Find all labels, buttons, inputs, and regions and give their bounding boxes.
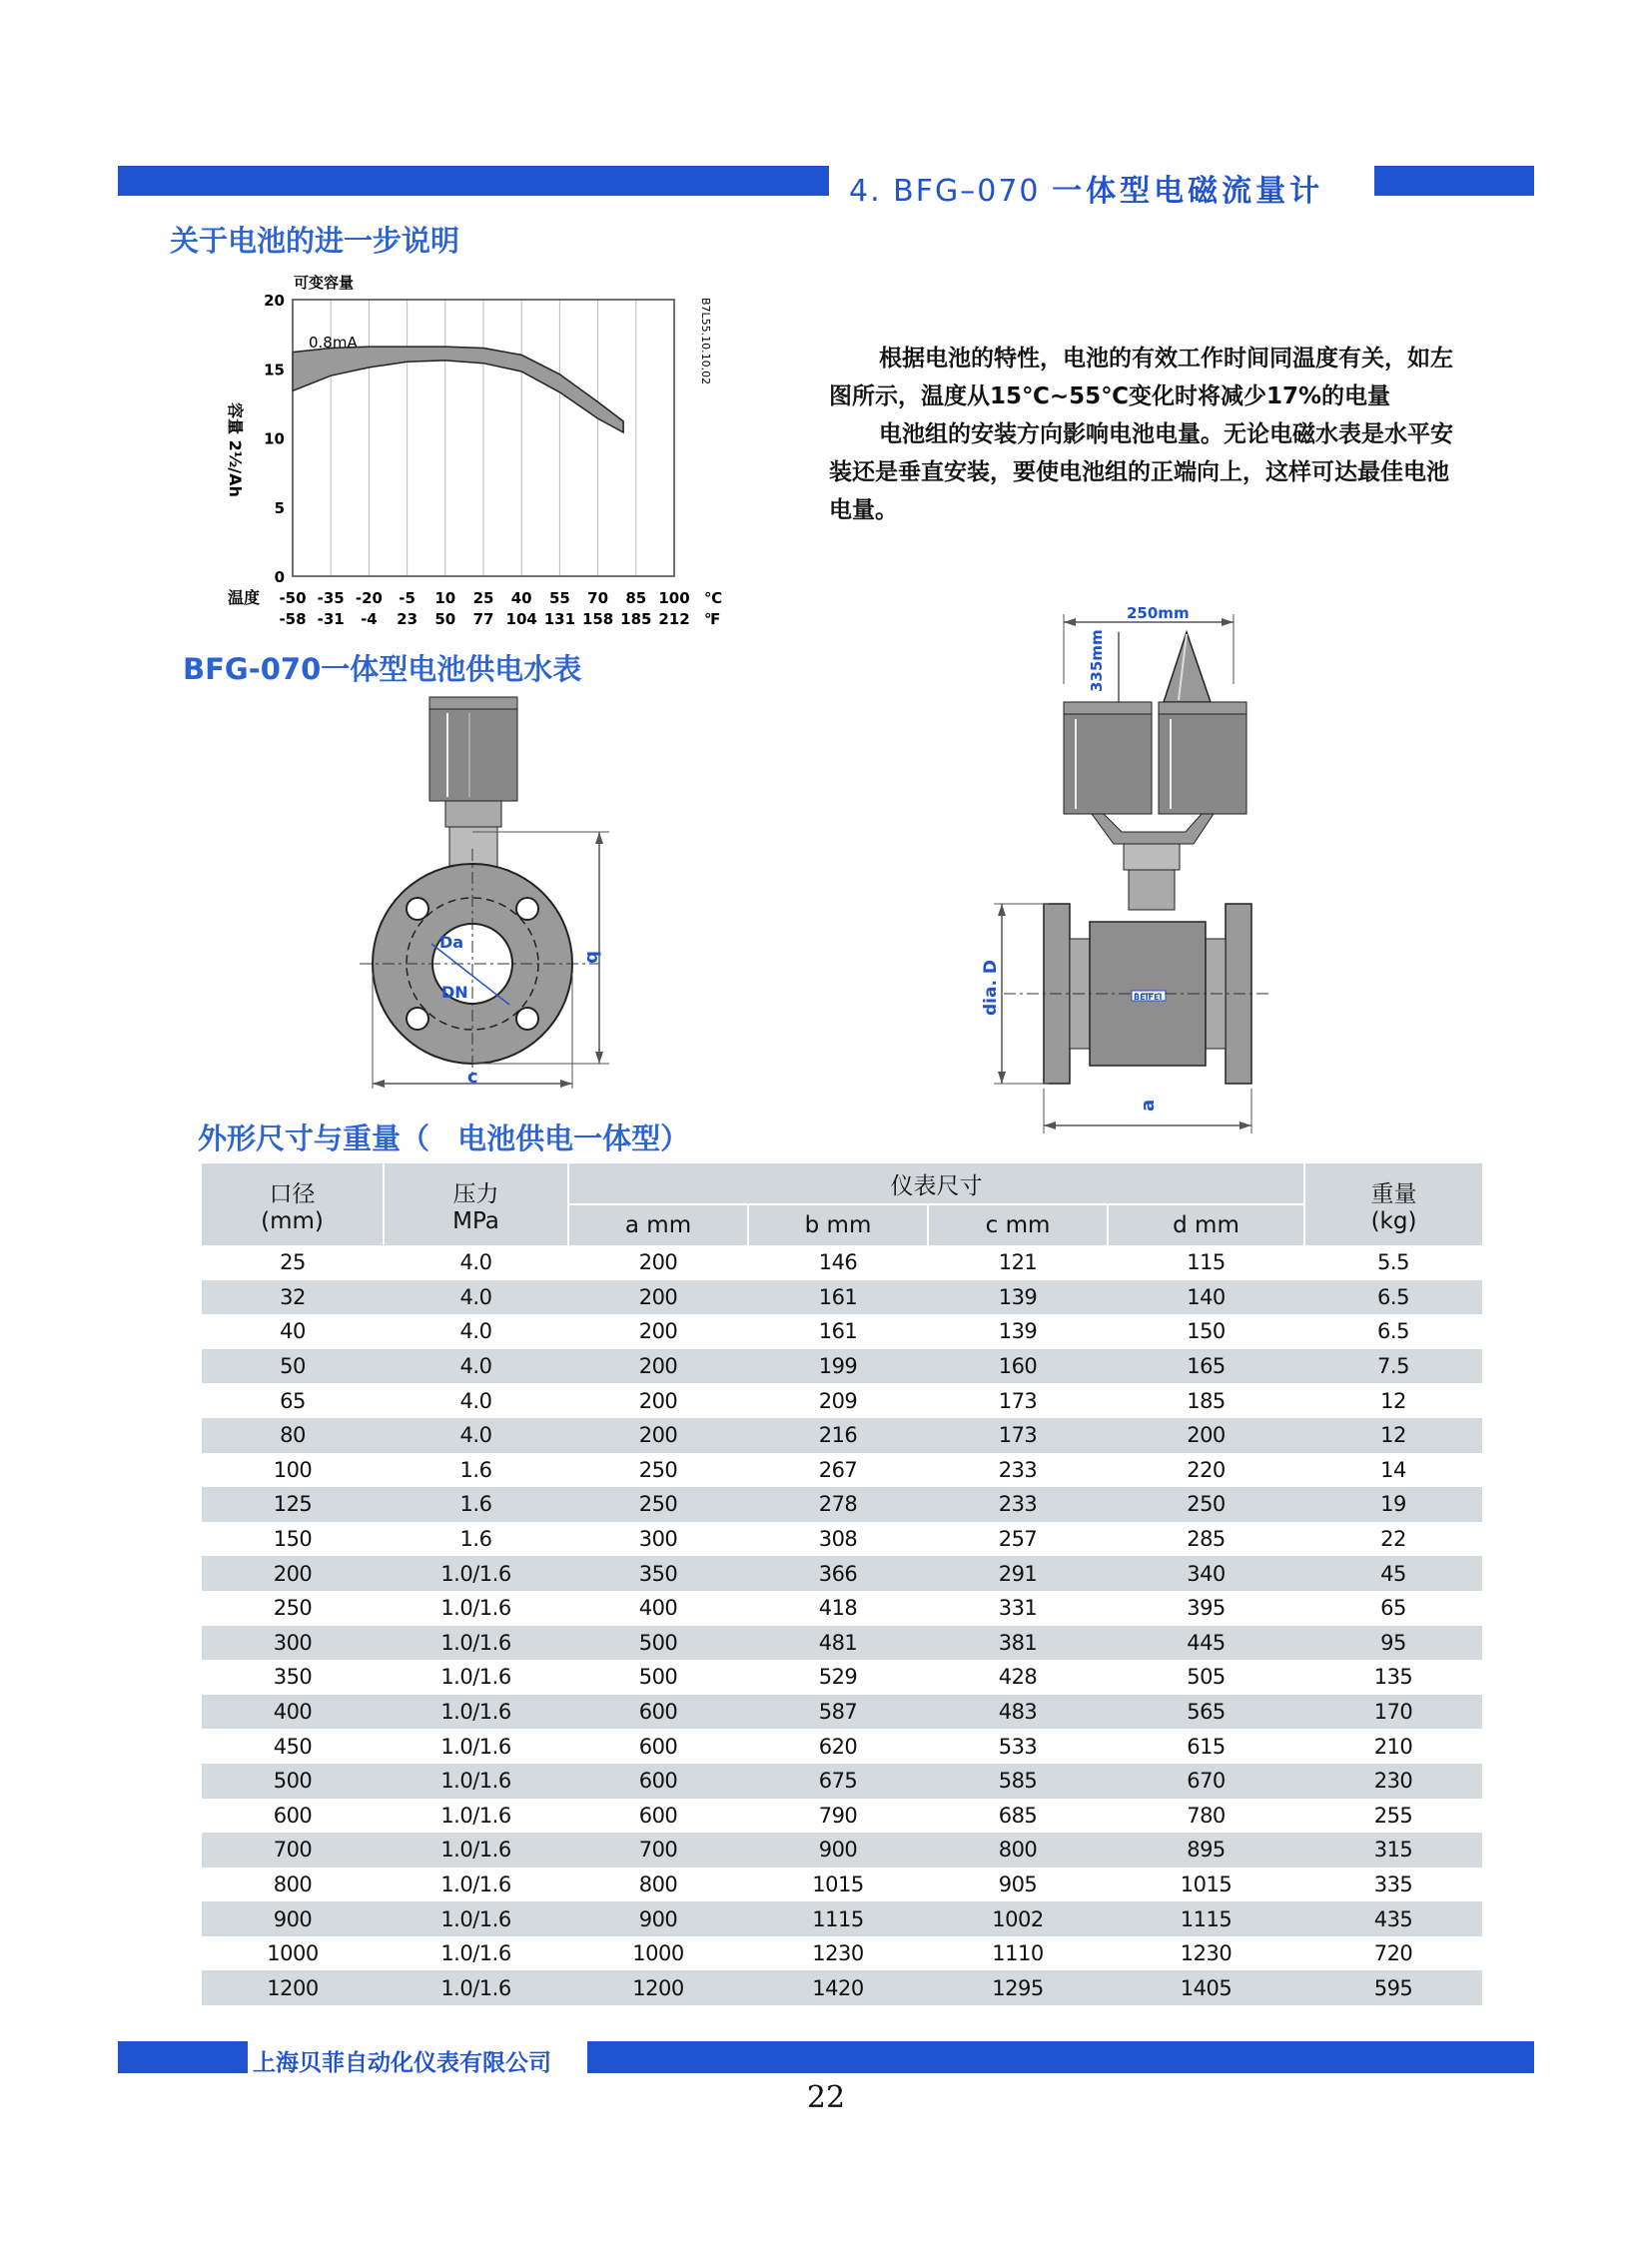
- chart-unit-fahrenheit: ℉: [704, 610, 721, 627]
- table-cell: 285: [1108, 1522, 1304, 1557]
- footer-company: 上海贝菲自动化仪表有限公司: [253, 2050, 551, 2076]
- label-dia: dia. D: [981, 960, 1001, 1016]
- table-cell: 257: [928, 1522, 1108, 1557]
- table-cell: 900: [568, 1901, 748, 1936]
- header-bar-left: [118, 166, 829, 196]
- table-cell: 6.5: [1304, 1314, 1482, 1349]
- table-cell: 200: [568, 1280, 748, 1315]
- header-b: b mm: [748, 1204, 928, 1245]
- table-cell: 250: [1108, 1487, 1304, 1522]
- table-cell: 1.6: [384, 1453, 568, 1488]
- label-height: 335mm: [1088, 629, 1106, 692]
- table-cell: 210: [1304, 1729, 1482, 1764]
- table-cell: 1000: [202, 1936, 384, 1971]
- table-cell: 600: [568, 1729, 748, 1764]
- label-width: 250mm: [1127, 604, 1190, 622]
- table-cell: 500: [568, 1660, 748, 1695]
- table-cell: 200: [568, 1314, 748, 1349]
- table-cell: 4.0: [384, 1418, 568, 1453]
- table-cell: 95: [1304, 1626, 1482, 1661]
- table-cell: 435: [1304, 1901, 1482, 1936]
- table-row: [202, 1487, 1482, 1522]
- table-cell: 250: [568, 1453, 748, 1488]
- label-b: b: [582, 951, 603, 964]
- page-number: 22: [806, 2080, 846, 2115]
- table-cell: 1405: [1108, 1970, 1304, 2005]
- table-cell: 209: [748, 1383, 928, 1418]
- chart-x-ticks-celsius: [279, 589, 689, 607]
- table-cell: 146: [748, 1245, 928, 1280]
- table-cell: 1002: [928, 1901, 1108, 1936]
- table-cell: 45: [1304, 1556, 1482, 1591]
- table-cell: 529: [748, 1660, 928, 1695]
- table-cell: 595: [1304, 1970, 1482, 2005]
- table-cell: 615: [1108, 1729, 1304, 1764]
- table-cell: 620: [748, 1729, 928, 1764]
- table-cell: 200: [568, 1383, 748, 1418]
- header-number: 4.: [849, 174, 882, 209]
- chart-y-label: 容量 2½/Ah: [226, 402, 245, 497]
- table-cell: 250: [568, 1487, 748, 1522]
- label-dn: DN: [441, 983, 468, 1002]
- table-cell: 905: [928, 1868, 1108, 1902]
- table-cell: 800: [568, 1868, 748, 1902]
- chart-x-tick-fahrenheit: 50: [434, 610, 456, 627]
- table-row: [202, 1349, 1482, 1384]
- table-cell: 1.0/1.6: [384, 1626, 568, 1661]
- table-row: [202, 1453, 1482, 1488]
- chart-x-tick-celsius: 10: [434, 589, 456, 607]
- chart-series-label: 0.8mA: [309, 334, 358, 352]
- table-row: [202, 1695, 1482, 1730]
- table-cell: 1.0/1.6: [384, 1660, 568, 1695]
- table-cell: 139: [928, 1314, 1108, 1349]
- footer-bar-left: [118, 2041, 248, 2073]
- table-cell: 115: [1108, 1245, 1304, 1280]
- table-cell: 1420: [748, 1970, 928, 2005]
- chart-x-tick-celsius: 40: [510, 589, 532, 607]
- table-cell: 4.0: [384, 1314, 568, 1349]
- dimensions-heading-left: 外形尺寸与重量（: [198, 1121, 430, 1155]
- table-cell: 200: [202, 1556, 384, 1591]
- chart-x-tick-celsius: 100: [658, 589, 690, 607]
- chart-x-tick-fahrenheit: 158: [581, 610, 614, 627]
- table-cell: 216: [748, 1418, 928, 1453]
- table-cell: 5.5: [1304, 1245, 1482, 1280]
- table-cell: 895: [1108, 1833, 1304, 1868]
- chart-x-tick-fahrenheit: -31: [317, 610, 345, 627]
- table-cell: 220: [1108, 1453, 1304, 1488]
- table-row: [202, 1936, 1482, 1971]
- header-weight: 重量 (kg): [1304, 1163, 1482, 1245]
- footer-bar-right: [587, 2041, 1534, 2073]
- meter-side-view-drawing: [974, 604, 1273, 1143]
- table-cell: 200: [1108, 1418, 1304, 1453]
- header-model: BFG–070: [893, 174, 1041, 209]
- chart-y-tick-label: 15: [264, 361, 285, 379]
- table-cell: 4.0: [384, 1349, 568, 1384]
- table-cell: 6.5: [1304, 1280, 1482, 1315]
- table-cell: 1.0/1.6: [384, 1833, 568, 1868]
- table-row: [202, 1591, 1482, 1626]
- table-cell: 255: [1304, 1799, 1482, 1834]
- table-cell: 14: [1304, 1453, 1482, 1488]
- table-cell: 481: [748, 1626, 928, 1661]
- table-cell: 19: [1304, 1487, 1482, 1522]
- header-title: [849, 166, 1323, 210]
- table-cell: 1115: [1108, 1901, 1304, 1936]
- chart-x-tick-celsius: 55: [548, 589, 570, 607]
- table-cell: 366: [748, 1556, 928, 1591]
- table-cell: 335: [1304, 1868, 1482, 1902]
- header-c: c mm: [928, 1204, 1108, 1245]
- table-cell: 1.0/1.6: [384, 1556, 568, 1591]
- table-cell: 185: [1108, 1383, 1304, 1418]
- table-cell: 150: [1108, 1314, 1304, 1349]
- table-cell: 585: [928, 1764, 1108, 1799]
- chart-x-ticks-fahrenheit: [279, 610, 689, 627]
- table-cell: 267: [748, 1453, 928, 1488]
- table-row: [202, 1383, 1482, 1418]
- table-cell: 32: [202, 1280, 384, 1315]
- table-cell: 308: [748, 1522, 928, 1557]
- table-cell: 80: [202, 1418, 384, 1453]
- table-row: [202, 1833, 1482, 1868]
- table-row: [202, 1314, 1482, 1349]
- table-cell: 100: [202, 1453, 384, 1488]
- header-a: a mm: [568, 1204, 748, 1245]
- table-cell: 300: [202, 1626, 384, 1661]
- meter-section-heading: BFG-070一体型电池供电水表: [183, 652, 582, 686]
- dimensions-heading: [198, 1117, 689, 1157]
- table-cell: 1.0/1.6: [384, 1591, 568, 1626]
- table-cell: 125: [202, 1487, 384, 1522]
- table-cell: 1.0/1.6: [384, 1970, 568, 2005]
- header-diameter: 口径 (mm): [202, 1163, 384, 1245]
- table-cell: 40: [202, 1314, 384, 1349]
- table-cell: 12: [1304, 1383, 1482, 1418]
- table-cell: 150: [202, 1522, 384, 1557]
- table-cell: 165: [1108, 1349, 1304, 1384]
- table-cell: 1.0/1.6: [384, 1868, 568, 1902]
- table-cell: 140: [1108, 1280, 1304, 1315]
- chart-x-tick-fahrenheit: -4: [361, 610, 378, 627]
- table-cell: 4.0: [384, 1245, 568, 1280]
- chart-y-tick-label: 10: [264, 429, 285, 448]
- table-cell: 1200: [568, 1970, 748, 2005]
- table-cell: 4.0: [384, 1280, 568, 1315]
- table-cell: 121: [928, 1245, 1108, 1280]
- table-cell: 790: [748, 1799, 928, 1834]
- table-cell: 445: [1108, 1626, 1304, 1661]
- chart-x-tick-celsius: 70: [587, 589, 609, 607]
- table-cell: 233: [928, 1487, 1108, 1522]
- table-cell: 533: [928, 1729, 1108, 1764]
- table-cell: 1.0/1.6: [384, 1729, 568, 1764]
- table-cell: 587: [748, 1695, 928, 1730]
- table-cell: 200: [568, 1418, 748, 1453]
- chart-x-tick-fahrenheit: 77: [472, 610, 494, 627]
- chart-x-tick-celsius: 25: [472, 589, 494, 607]
- table-cell: 1000: [568, 1936, 748, 1971]
- table-cell: 720: [1304, 1936, 1482, 1971]
- table-cell: 331: [928, 1591, 1108, 1626]
- table-cell: 200: [568, 1245, 748, 1280]
- table-cell: 139: [928, 1280, 1108, 1315]
- header-bar-right: [1374, 166, 1534, 196]
- table-cell: 170: [1304, 1695, 1482, 1730]
- dimensions-table-body: [202, 1245, 1482, 2005]
- meter-front-view-drawing: [360, 689, 659, 1099]
- chart-x-tick-fahrenheit: 212: [658, 610, 690, 627]
- table-row: [202, 1522, 1482, 1557]
- table-cell: 1.0/1.6: [384, 1695, 568, 1730]
- battery-paragraph-1: 根据电池的特性，电池的有效工作时间同温度有关，如左图所示，温度从15℃~55℃变化时将减少17%的电量: [829, 346, 1453, 409]
- chart-x-tick-fahrenheit: 131: [543, 610, 576, 627]
- table-cell: 230: [1304, 1764, 1482, 1799]
- label-c: c: [467, 1067, 478, 1088]
- battery-section-heading: 关于电池的进一步说明: [170, 224, 460, 258]
- table-cell: 900: [202, 1901, 384, 1936]
- table-cell: 12: [1304, 1418, 1482, 1453]
- table-cell: 1.6: [384, 1487, 568, 1522]
- header-d: d mm: [1108, 1204, 1304, 1245]
- table-cell: 350: [202, 1660, 384, 1695]
- table-row: [202, 1729, 1482, 1764]
- chart-capacity-band: [293, 347, 623, 432]
- table-cell: 22: [1304, 1522, 1482, 1557]
- chart-x-tick-celsius: -20: [355, 589, 383, 607]
- table-cell: 565: [1108, 1695, 1304, 1730]
- chart-x-tick-fahrenheit: 104: [505, 610, 537, 627]
- table-cell: 173: [928, 1418, 1108, 1453]
- table-cell: 700: [202, 1833, 384, 1868]
- table-cell: 600: [202, 1799, 384, 1834]
- table-cell: 233: [928, 1453, 1108, 1488]
- table-row: [202, 1556, 1482, 1591]
- table-cell: 675: [748, 1764, 928, 1799]
- table-cell: 900: [748, 1833, 928, 1868]
- chart-x-tick-fahrenheit: -58: [279, 610, 307, 627]
- table-cell: 395: [1108, 1591, 1304, 1626]
- table-cell: 1015: [748, 1868, 928, 1902]
- table-cell: 500: [568, 1626, 748, 1661]
- chart-title: 可变容量: [294, 274, 355, 292]
- chart-x-tick-celsius: -50: [279, 589, 307, 607]
- table-cell: 65: [1304, 1591, 1482, 1626]
- table-row: [202, 1280, 1482, 1315]
- header-pressure: 压力 MPa: [384, 1163, 568, 1245]
- chart-x-tick-fahrenheit: 23: [397, 610, 418, 627]
- table-cell: 291: [928, 1556, 1108, 1591]
- chart-x-tick-celsius: -35: [317, 589, 345, 607]
- table-cell: 1295: [928, 1970, 1108, 2005]
- table-cell: 50: [202, 1349, 384, 1384]
- table-cell: 800: [928, 1833, 1108, 1868]
- table-cell: 600: [568, 1764, 748, 1799]
- battery-paragraph-2: 电池组的安装方向影响电池电量。无论电磁水表是水平安装还是垂直安装，要使电池组的正端向上，这样可达最佳电池电量。: [829, 421, 1453, 523]
- table-cell: 428: [928, 1660, 1108, 1695]
- table-row: [202, 1764, 1482, 1799]
- table-cell: 4.0: [384, 1383, 568, 1418]
- table-cell: 7.5: [1304, 1349, 1482, 1384]
- table-cell: 505: [1108, 1660, 1304, 1695]
- table-row: [202, 1901, 1482, 1936]
- table-cell: 1200: [202, 1970, 384, 2005]
- battery-capacity-chart: [168, 268, 727, 627]
- table-cell: 1.6: [384, 1522, 568, 1557]
- table-row: [202, 1245, 1482, 1280]
- nameplate-label: BEIFEI: [1134, 993, 1163, 1002]
- table-cell: 250: [202, 1591, 384, 1626]
- chart-x-tick-fahrenheit: 185: [620, 610, 652, 627]
- chart-y-tick-label: 5: [274, 498, 285, 517]
- table-row: [202, 1626, 1482, 1661]
- table-cell: 1.0/1.6: [384, 1901, 568, 1936]
- chart-x-label: 温度: [228, 588, 261, 607]
- table-cell: 135: [1304, 1660, 1482, 1695]
- table-cell: 685: [928, 1799, 1108, 1834]
- table-cell: 161: [748, 1314, 928, 1349]
- table-cell: 600: [568, 1799, 748, 1834]
- table-cell: 400: [202, 1695, 384, 1730]
- table-row: [202, 1660, 1482, 1695]
- table-cell: 1115: [748, 1901, 928, 1936]
- table-cell: 278: [748, 1487, 928, 1522]
- table-cell: 1.0/1.6: [384, 1764, 568, 1799]
- table-cell: 350: [568, 1556, 748, 1591]
- table-cell: 483: [928, 1695, 1108, 1730]
- table-row: [202, 1868, 1482, 1902]
- table-row: [202, 1799, 1482, 1834]
- chart-y-ticks: [264, 292, 285, 586]
- table-cell: 25: [202, 1245, 384, 1280]
- table-cell: 173: [928, 1383, 1108, 1418]
- chart-x-tick-celsius: -5: [399, 589, 415, 607]
- table-cell: 400: [568, 1591, 748, 1626]
- table-cell: 1110: [928, 1936, 1108, 1971]
- table-cell: 700: [568, 1833, 748, 1868]
- table-cell: 160: [928, 1349, 1108, 1384]
- label-da: Da: [439, 933, 464, 952]
- table-cell: 1.0/1.6: [384, 1936, 568, 1971]
- chart-x-tick-celsius: 85: [625, 589, 647, 607]
- table-cell: 340: [1108, 1556, 1304, 1591]
- table-cell: 800: [202, 1868, 384, 1902]
- table-cell: 200: [568, 1349, 748, 1384]
- chart-unit-celsius: ℃: [704, 589, 723, 607]
- chart-y-tick-label: 0: [274, 568, 285, 586]
- table-cell: 381: [928, 1626, 1108, 1661]
- table-cell: 670: [1108, 1764, 1304, 1799]
- battery-description: [829, 340, 1468, 529]
- dimensions-table: [202, 1163, 1482, 2005]
- table-cell: 300: [568, 1522, 748, 1557]
- header-product-title: 一体型电磁流量计: [1052, 174, 1324, 209]
- table-cell: 161: [748, 1280, 928, 1315]
- table-cell: 418: [748, 1591, 928, 1626]
- table-row: [202, 1418, 1482, 1453]
- table-cell: 1230: [1108, 1936, 1304, 1971]
- table-cell: 1230: [748, 1936, 928, 1971]
- table-cell: 450: [202, 1729, 384, 1764]
- header-size-group: 仪表尺寸: [568, 1163, 1304, 1204]
- table-cell: 315: [1304, 1833, 1482, 1868]
- chart-side-code: B7L55.10.10.02: [699, 298, 712, 385]
- table-cell: 500: [202, 1764, 384, 1799]
- table-cell: 1015: [1108, 1868, 1304, 1902]
- table-cell: 65: [202, 1383, 384, 1418]
- label-a: a: [1138, 1099, 1159, 1112]
- table-cell: 199: [748, 1349, 928, 1384]
- chart-y-tick-label: 20: [264, 292, 285, 310]
- table-row: [202, 1970, 1482, 2005]
- dimensions-heading-right: 电池供电一体型）: [457, 1121, 690, 1155]
- table-cell: 1.0/1.6: [384, 1799, 568, 1834]
- table-cell: 780: [1108, 1799, 1304, 1834]
- table-cell: 600: [568, 1695, 748, 1730]
